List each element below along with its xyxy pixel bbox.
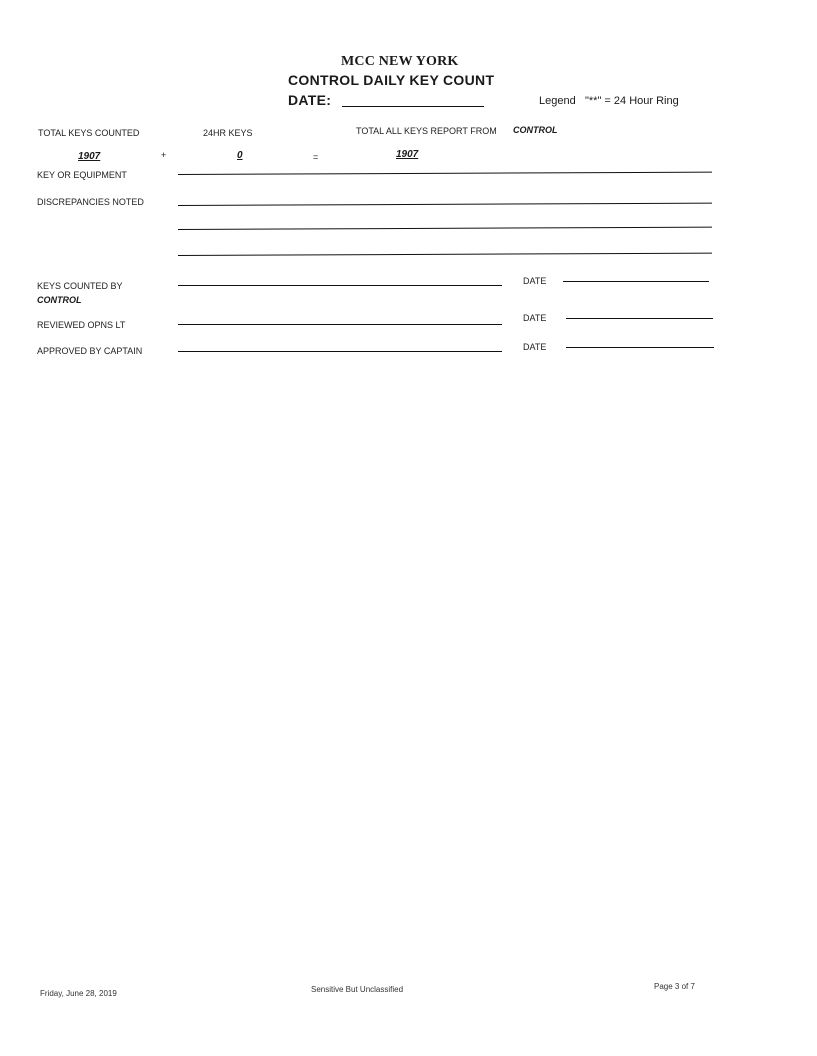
- reviewed-label: REVIEWED OPNS LT: [37, 320, 126, 330]
- equals-sign: =: [313, 152, 319, 162]
- discrepancies-label: DISCREPANCIES NOTED: [37, 197, 144, 207]
- keys-counted-by-line[interactable]: [178, 285, 502, 286]
- reviewed-date-label: DATE: [523, 313, 547, 323]
- keys-counted-by-label: KEYS COUNTED BY: [37, 281, 123, 291]
- report-source: CONTROL: [513, 125, 558, 135]
- discrepancies-line-3[interactable]: [178, 253, 712, 256]
- footer-classification: Sensitive But Unclassified: [311, 985, 404, 994]
- hr24-keys-label: 24HR KEYS: [203, 128, 253, 138]
- plus-sign: +: [161, 150, 167, 160]
- footer-page-number: Page 3 of 7: [654, 982, 695, 991]
- approved-line[interactable]: [178, 351, 502, 352]
- keys-counted-date-line[interactable]: [563, 281, 709, 282]
- facility-title: MCC NEW YORK: [341, 54, 459, 69]
- total-keys-label: TOTAL KEYS COUNTED: [38, 128, 140, 138]
- reviewed-line[interactable]: [178, 324, 502, 325]
- approved-date-line[interactable]: [566, 347, 714, 348]
- key-or-equipment-label: KEY OR EQUIPMENT: [37, 170, 127, 180]
- footer-date: Friday, June 28, 2019: [40, 989, 117, 998]
- total-all-value: 1907: [396, 149, 419, 160]
- approved-date-label: DATE: [523, 342, 547, 352]
- legend-label: Legend: [539, 95, 576, 107]
- total-all-label: TOTAL ALL KEYS REPORT FROM: [356, 126, 497, 136]
- discrepancies-line-2[interactable]: [178, 227, 712, 230]
- discrepancies-line-1[interactable]: [178, 203, 712, 206]
- date-label: DATE:: [288, 92, 332, 108]
- form-title: CONTROL DAILY KEY COUNT: [288, 72, 495, 88]
- reviewed-date-line[interactable]: [566, 318, 713, 319]
- key-or-equipment-line[interactable]: [178, 172, 712, 175]
- total-keys-value: 1907: [78, 151, 101, 162]
- keys-counted-date-label: DATE: [523, 276, 547, 286]
- hr24-keys-value: 0: [237, 150, 243, 161]
- approved-label: APPROVED BY CAPTAIN: [37, 346, 143, 356]
- keys-counted-by-sub: CONTROL: [37, 295, 82, 305]
- legend-text: "**" = 24 Hour Ring: [585, 95, 679, 107]
- date-underline[interactable]: [342, 106, 484, 107]
